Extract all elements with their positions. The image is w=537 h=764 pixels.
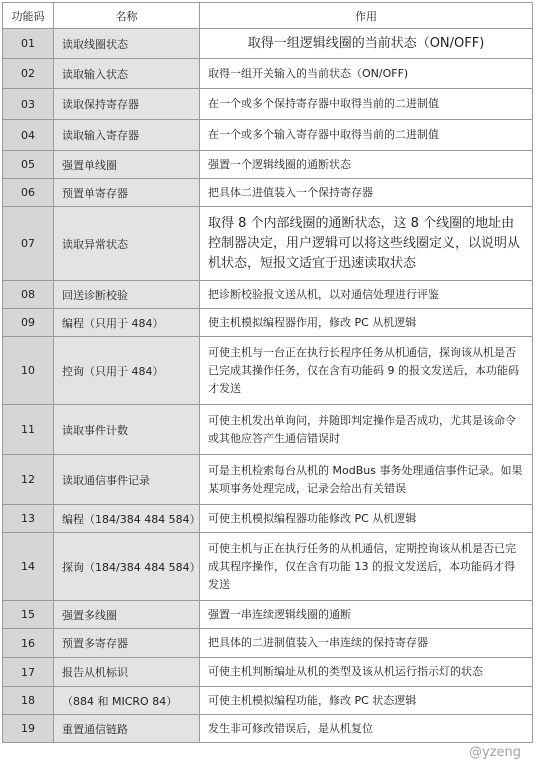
row-desc: 取得 8 个内部线圈的通断状态，这 8 个线圈的地址由控制器决定，用户逻辑可以将这些线圈定义，以说明从机状态，短报文适宜于迅速读取状态 [200, 207, 533, 281]
table-row [3, 207, 533, 281]
row-desc: 可使主机发出单询问，并随即判定操作是否成功，尤其是该命令或其他应答产生通信错误时 [200, 405, 533, 455]
table-row [3, 405, 533, 455]
row-desc: 把具体的二进制值装入一串连续的保持寄存器 [200, 629, 533, 658]
row-name: 读取保持寄存器 [54, 89, 200, 120]
row-name: 强置多线圈 [54, 601, 200, 629]
row-name: 回送诊断校验 [54, 281, 200, 309]
header-code: 功能码 [3, 3, 54, 29]
row-name: 读取输入状态 [54, 59, 200, 89]
row-desc: 取得一组逻辑线圈的当前状态（ON/OFF) [200, 29, 533, 59]
row-code: 11 [3, 405, 54, 455]
table-row [3, 179, 533, 207]
row-desc: 可使主机与一台正在执行长程序任务从机通信，探询该从机是否已完成其操作任务，仅在含有功能码 9 的报文发送后，本功能码才发送 [200, 337, 533, 405]
table-row [3, 629, 533, 658]
row-code: 12 [3, 455, 54, 505]
table-row [3, 89, 533, 120]
row-desc: 把诊断校验报文送从机，以对通信处理进行评鉴 [200, 281, 533, 309]
row-name: 预置多寄存器 [54, 629, 200, 658]
row-code: 06 [3, 179, 54, 207]
header-name: 名称 [54, 3, 200, 29]
table-row [3, 337, 533, 405]
row-name: 编程（184/384 484 584） [54, 505, 200, 533]
table-row [3, 687, 533, 715]
row-desc: 强置一串连续逻辑线圈的通断 [200, 601, 533, 629]
table-row [3, 658, 533, 687]
row-name: 强置单线圈 [54, 151, 200, 179]
row-name: 读取异常状态 [54, 207, 200, 281]
row-code: 02 [3, 59, 54, 89]
table-row [3, 455, 533, 505]
row-desc: 可使主机与正在执行任务的从机通信，定期控询该从机是否已完成其程序操作，仅在含有功能 13 的报文发送后，本功能码才得发送 [200, 533, 533, 601]
row-desc: 在一个或多个输入寄存器中取得当前的二进制值 [200, 120, 533, 151]
row-code: 01 [3, 29, 54, 59]
row-name: 编程（只用于 484） [54, 309, 200, 337]
table-row [3, 601, 533, 629]
row-code: 05 [3, 151, 54, 179]
table-row [3, 151, 533, 179]
table-row [3, 533, 533, 601]
table-row [3, 309, 533, 337]
table-row [3, 59, 533, 89]
row-desc: 可使主机判断编址从机的类型及该从机运行指示灯的状态 [200, 658, 533, 687]
table-row [3, 29, 533, 59]
row-desc: 可是主机检索每台从机的 ModBus 事务处理通信事件记录。如果某项事务处理完成，记录会给出有关错误 [200, 455, 533, 505]
row-name: 探询（184/384 484 584） [54, 533, 200, 601]
watermark: @yzeng [468, 745, 521, 760]
row-name: 预置单寄存器 [54, 179, 200, 207]
row-name: （884 和 MICRO 84） [54, 687, 200, 715]
row-name: 读取输入寄存器 [54, 120, 200, 151]
header-desc: 作用 [200, 3, 533, 29]
row-name: 控询（只用于 484） [54, 337, 200, 405]
table-row [3, 281, 533, 309]
row-name: 读取通信事件记录 [54, 455, 200, 505]
row-code: 13 [3, 505, 54, 533]
row-code: 07 [3, 207, 54, 281]
row-code: 15 [3, 601, 54, 629]
row-name: 重置通信链路 [54, 715, 200, 743]
row-code: 04 [3, 120, 54, 151]
row-desc: 发生非可修改错误后，是从机复位 [200, 715, 533, 743]
row-desc: 可使主机模拟编程器功能修改 PC 从机逻辑 [200, 505, 533, 533]
row-code: 14 [3, 533, 54, 601]
row-desc: 把具体二进值装入一个保持寄存器 [200, 179, 533, 207]
row-code: 03 [3, 89, 54, 120]
row-desc: 可使主机模拟编程功能，修改 PC 状态逻辑 [200, 687, 533, 715]
row-name: 读取线圈状态 [54, 29, 200, 59]
table-row [3, 715, 533, 743]
row-code: 09 [3, 309, 54, 337]
row-desc: 强置一个逻辑线圈的通断状态 [200, 151, 533, 179]
row-name: 读取事件计数 [54, 405, 200, 455]
row-desc: 在一个或多个保持寄存器中取得当前的二进制值 [200, 89, 533, 120]
function-code-table [2, 2, 533, 743]
row-code: 18 [3, 687, 54, 715]
row-code: 16 [3, 629, 54, 658]
row-desc: 取得一组开关输入的当前状态（ON/OFF) [200, 59, 533, 89]
row-code: 08 [3, 281, 54, 309]
table-row [3, 120, 533, 151]
table-header-row [3, 3, 533, 29]
row-code: 19 [3, 715, 54, 743]
row-desc: 使主机模拟编程器作用，修改 PC 从机逻辑 [200, 309, 533, 337]
row-name: 报告从机标识 [54, 658, 200, 687]
row-code: 10 [3, 337, 54, 405]
row-code: 17 [3, 658, 54, 687]
table-row [3, 505, 533, 533]
